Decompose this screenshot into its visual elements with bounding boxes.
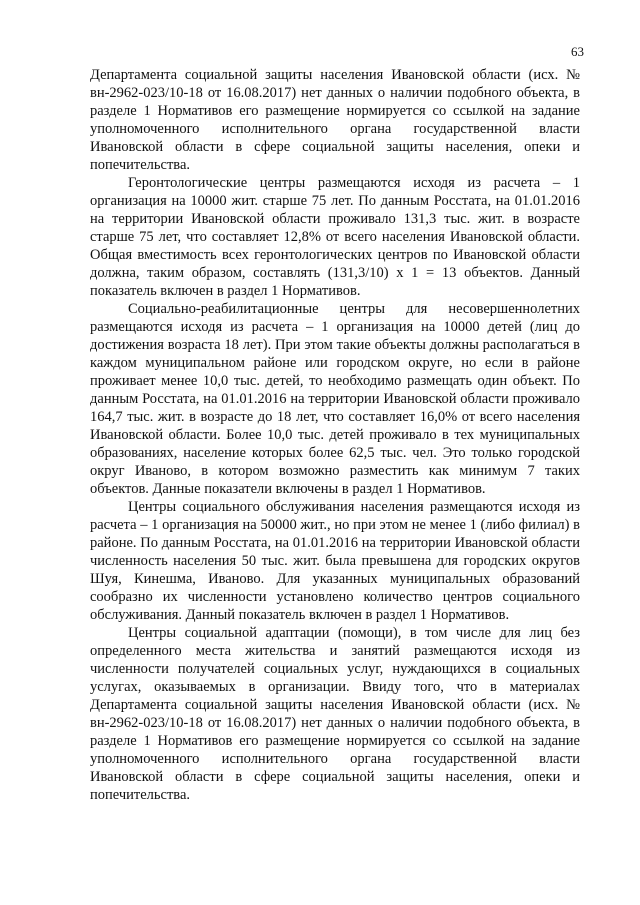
paragraph-continuation: Департамента социальной защиты населения Ивановской области (исх. № вн-2962-023/10-18 от 16.08.2017) нет данных о наличии подобного объекта, в разделе 1 Нормативов его размещение нормируется со ссылкой на задание уполномоченного исполнительного органа государственной власти Ивановской области в сфере социальной защиты населения, опеки и попечительства.	[90, 67, 580, 173]
page-number: 63	[571, 44, 584, 59]
document-body	[90, 66, 580, 804]
paragraph-gerontology-centers: Геронтологические центры размещаются исходя из расчета – 1 организация на 10000 жит. старше 75 лет. По данным Росстата, на 01.01.2016 на территории Ивановской области проживало 131,3 тыс. жит. в возрасте старше 75 лет, что составляет 12,8% от всего населения Ивановской области. Общая вместимость всех геронтологических центров по Ивановской области должна, таким образом, составлять (131,3/10) x 1 = 13 объектов. Данный показатель включен в раздел 1 Нормативов.	[90, 175, 580, 299]
paragraph-social-service-centers: Центры социального обслуживания населения размещаются исходя из расчета – 1 организация на 50000 жит., но при этом не менее 1 (либо филиал) в районе. По данным Росстата, на 01.01.2016 на территории Ивановской области численность населения 50 тыс. жит. была превышена для городских округов Шуя, Кинешма, Иваново. Для указанных муниципальных образований сообразно их численности установлено количество центров социального обслуживания. Данный показатель включен в раздел 1 Нормативов.	[90, 499, 580, 623]
paragraph-rehabilitation-centers: Социально-реабилитационные центры для несовершеннолетних размещаются исходя из расчета – 1 организация на 10000 детей (лиц до достижения возраста 18 лет). При этом такие объекты должны располагаться в каждом муниципальном районе или городском округе, но если в районе проживает менее 10,0 тыс. детей, то необходимо размещать один объект. По данным Росстата, на 01.01.2016 на территории Ивановской области проживало 164,7 тыс. жит. в возрасте до 18 лет, что составляет 16,0% от всего населения Ивановской области. Более 10,0 тыс. детей проживало в тех муниципальных образованиях, население которых более 62,5 тыс. чел. Это только городской округ Иваново, в котором возможно разместить как минимум 7 таких объектов. Данные показатели включены в раздел 1 Нормативов.	[90, 301, 580, 497]
paragraph-social-adaptation-centers: Центры социальной адаптации (помощи), в том числе для лиц без определенного места жительства и занятий размещаются исходя из численности получателей социальных услуг, нуждающихся в социальных услугах, оказываемых в организации. Ввиду того, что в материалах Департамента социальной защиты населения Ивановской области (исх. № вн-2962-023/10-18 от 16.08.2017) нет данных о наличии подобного объекта, в разделе 1 Нормативов его размещение нормируется со ссылкой на задание уполномоченного исполнительного органа государственной власти Ивановской области в сфере социальной защиты населения, опеки и попечительства.	[90, 625, 580, 803]
